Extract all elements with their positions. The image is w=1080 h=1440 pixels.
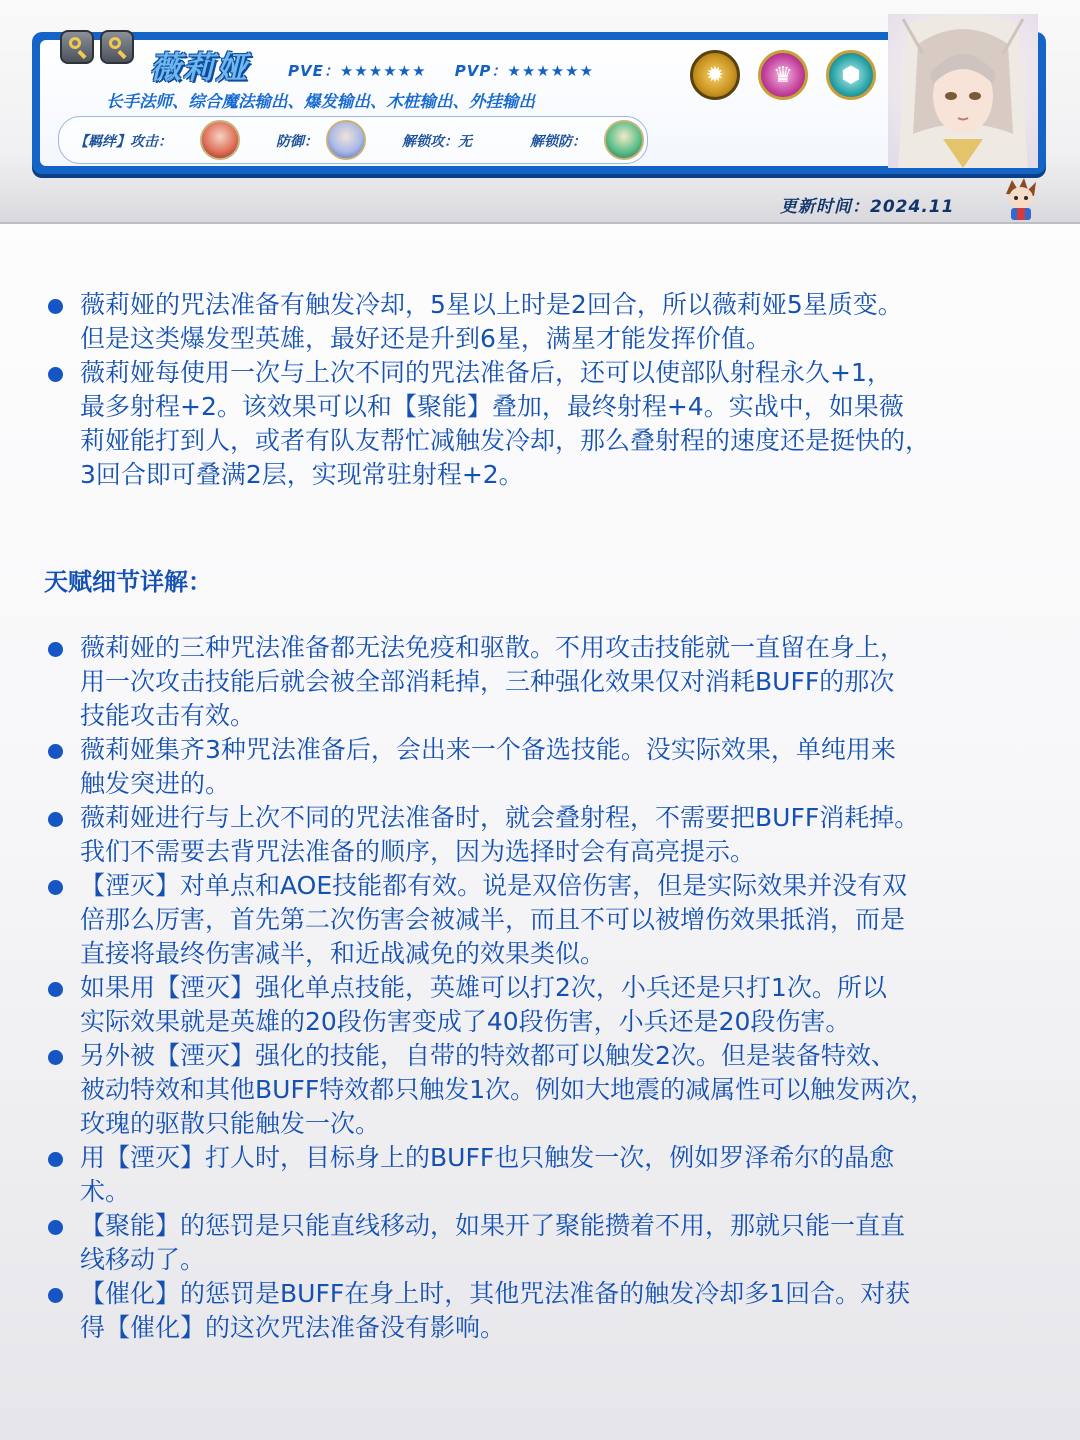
list-item-line: 【湮灭】对单点和AOE技能都有效。说是双倍伤害，但是实际效果并没有双: [80, 871, 908, 900]
bullet-dot-icon: [48, 1220, 63, 1235]
unlock-attack-label: 解锁攻：无: [402, 134, 472, 150]
list-item-line: 用一次攻击技能后就会被全部消耗掉，三种强化效果仅对消耗BUFF的那次: [80, 667, 895, 696]
list-item-line: 但是这类爆发型英雄，最好还是升到6星，满星才能发挥价值。: [80, 324, 771, 353]
list-item-line: 如果用【湮灭】强化单点技能，英雄可以打2次，小兵还是只打1次。所以: [80, 973, 887, 1002]
bullet-dot-icon: [48, 1288, 63, 1303]
hero-portrait: [888, 14, 1038, 168]
ratings: [288, 60, 616, 81]
bullet-dot-icon: [48, 367, 63, 382]
list-item-line: 3回合即可叠满2层，实现常驻射程+2。: [80, 460, 524, 489]
sun-medal-icon: ✹: [690, 50, 740, 100]
hero-roles: 长手法师、综合魔法输出、爆发输出、木桩输出、外挂输出: [106, 92, 535, 111]
bond-attack-avatar: [200, 120, 240, 160]
bullet-dot-icon: [48, 744, 63, 759]
list-item: [44, 356, 1044, 492]
list-item-line: 薇莉娅进行与上次不同的咒法准备时，就会叠射程，不需要把BUFF消耗掉。: [80, 803, 920, 832]
list-item-line: 术。: [80, 1177, 131, 1206]
list-item-line: 用【湮灭】打人时，目标身上的BUFF也只触发一次，例如罗泽希尔的晶愈: [80, 1143, 895, 1172]
list-item-line: 薇莉娅集齐3种咒法准备后，会出来一个备选技能。没实际效果，单纯用来: [80, 735, 896, 764]
list-item-line: 得【催化】的这次咒法准备没有影响。: [80, 1313, 506, 1342]
list-item-line: 薇莉娅的三种咒法准备都无法免疫和驱散。不用攻击技能就一直留在身上，: [80, 633, 906, 662]
bullet-dot-icon: [48, 642, 63, 657]
list-item-line: 最多射程+2。该效果可以和【聚能】叠加，最终射程+4。实战中，如果薇: [80, 392, 904, 421]
section-title: 天赋细节详解：: [44, 568, 212, 596]
unlock-defense-avatar: [604, 120, 644, 160]
list-item-line: 玫瑰的驱散只能触发一次。: [80, 1109, 381, 1138]
list-item-line: 线移动了。: [80, 1245, 206, 1274]
list-item-line: 【聚能】的惩罚是只能直线移动，如果开了聚能攒着不用，那就只能一直直: [80, 1211, 906, 1240]
list-item-line: 直接将最终伤害减半，和近战减免的效果类似。: [80, 939, 606, 968]
update-time: 更新时间：2024.11: [780, 197, 955, 217]
list-item: [44, 1141, 1044, 1209]
list-item-line: 倍那么厉害，首先第二次伤害会被减半，而且不可以被增伤效果抵消，而是: [80, 905, 906, 934]
list-item-line: 莉娅能打到人，或者有队友帮忙减触发冷却，那么叠射程的速度还是挺快的，: [80, 426, 931, 455]
list-item-line: 【催化】的惩罚是BUFF在身上时，其他咒法准备的触发冷却多1回合。对获: [80, 1279, 911, 1308]
bullet-dot-icon: [48, 880, 63, 895]
list-item-line: 薇莉娅的咒法准备有触发冷却，5星以上时是2回合，所以薇莉娅5星质变。: [80, 290, 903, 319]
list-item: [44, 1209, 1044, 1277]
chibi-hero-icon: [1000, 176, 1042, 220]
bullet-dot-icon: [48, 1152, 63, 1167]
list-item: [44, 1039, 1044, 1141]
bond-attack-label: 【羁绊】攻击：: [74, 134, 172, 150]
crown-medal-icon: ♛: [758, 50, 808, 100]
bullet-dot-icon: [48, 812, 63, 827]
bond-defense-avatar: [326, 120, 366, 160]
bullet-dot-icon: [48, 982, 63, 997]
bullet-dot-icon: [48, 299, 63, 314]
detail-bullet-list: [44, 631, 1044, 1345]
gem-medal-icon: ⬢: [826, 50, 876, 100]
hero-name: 薇莉娅: [150, 50, 249, 86]
magnifier-icon[interactable]: [60, 30, 94, 64]
list-item-line: 触发突进的。: [80, 769, 231, 798]
list-item: [44, 288, 1044, 356]
pvp-rating: PVP：★★★★★★: [454, 62, 595, 80]
list-item-line: 被动特效和其他BUFF特效都只触发1次。例如大地震的减属性可以触发两次，: [80, 1075, 936, 1104]
list-item: [44, 733, 1044, 801]
list-item: [44, 869, 1044, 971]
list-item: [44, 971, 1044, 1039]
list-item-line: 另外被【湮灭】强化的技能，自带的特效都可以触发2次。但是装备特效、: [80, 1041, 896, 1070]
magnifier-icon[interactable]: [100, 30, 134, 64]
intro-bullet-list: [44, 288, 1044, 492]
list-item: [44, 1277, 1044, 1345]
pve-rating: PVE：★★★★★★: [288, 62, 427, 80]
bond-defense-label: 防御：: [276, 134, 318, 150]
list-item: [44, 631, 1044, 733]
list-item-line: 技能攻击有效。: [80, 701, 256, 730]
list-item-line: 薇莉娅每使用一次与上次不同的咒法准备后，还可以使部队射程永久+1，: [80, 358, 892, 387]
list-item: [44, 801, 1044, 869]
list-item-line: 实际效果就是英雄的20段伤害变成了40段伤害，小兵还是20段伤害。: [80, 1007, 851, 1036]
bullet-dot-icon: [48, 1050, 63, 1065]
list-item-line: 我们不需要去背咒法准备的顺序，因为选择时会有高亮提示。: [80, 837, 756, 866]
unlock-defense-label: 解锁防：: [530, 134, 586, 150]
